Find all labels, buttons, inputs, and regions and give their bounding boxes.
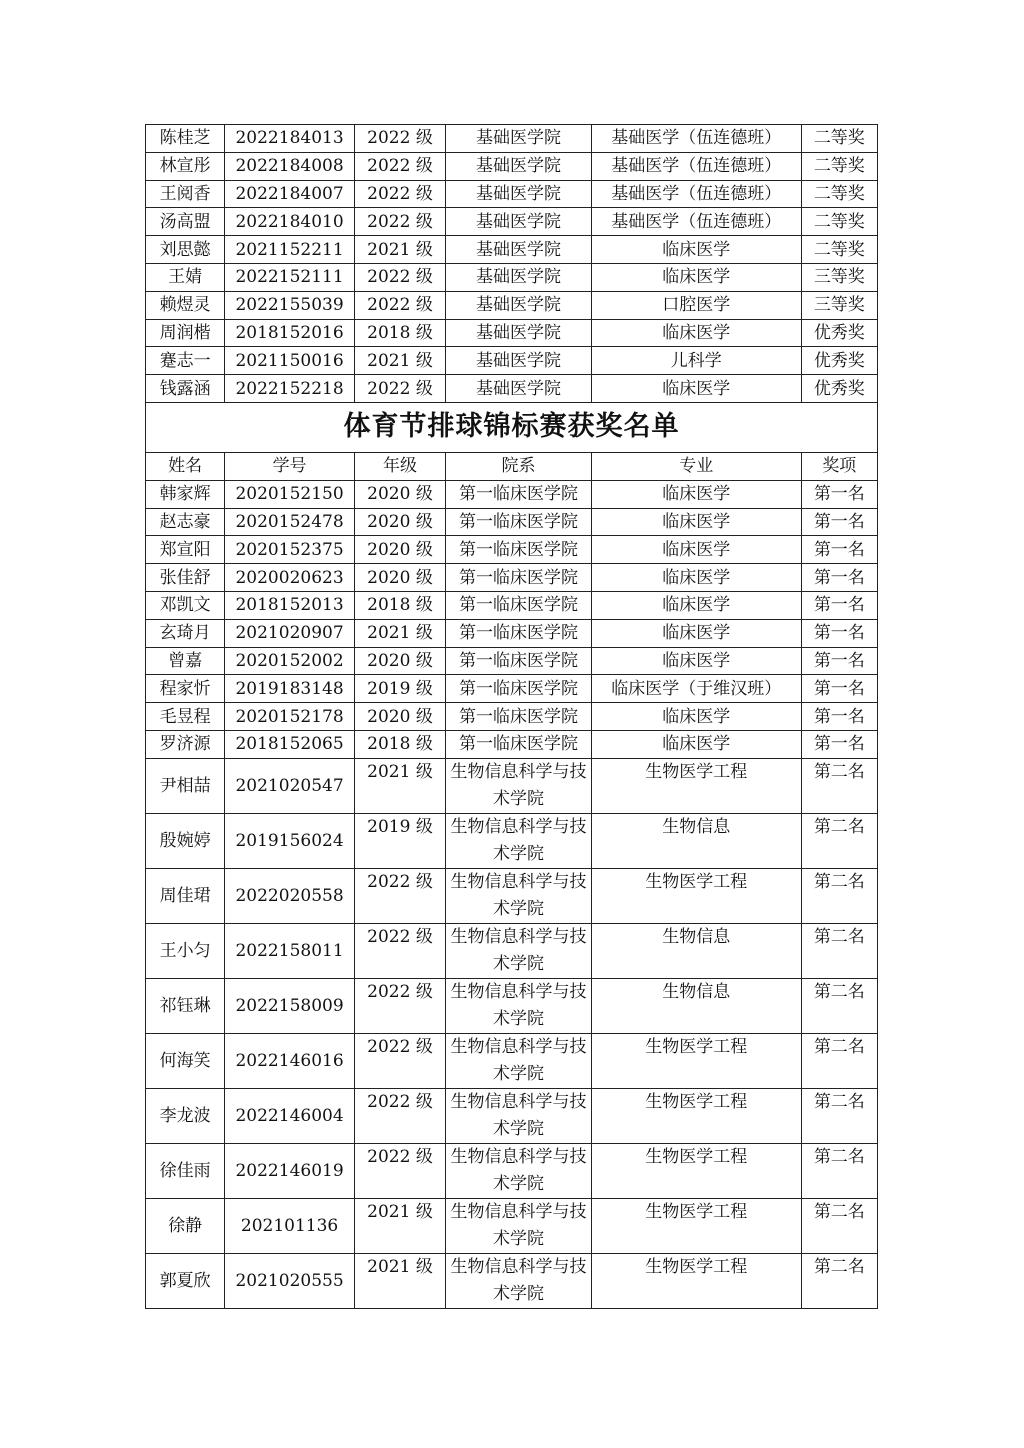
cell-id: 2022146019 — [225, 1143, 355, 1198]
cell-major: 临床医学 — [591, 619, 801, 647]
cell-award: 第二名 — [801, 923, 877, 978]
cell-college: 基础医学院 — [446, 208, 592, 236]
cell-major: 生物医学工程 — [591, 1033, 801, 1088]
cell-award: 第一名 — [801, 508, 877, 536]
cell-name: 钱露涵 — [146, 375, 225, 403]
header-id: 学号 — [225, 452, 355, 480]
cell-id: 2021020555 — [225, 1253, 355, 1308]
cell-major: 临床医学 — [591, 236, 801, 264]
cell-id: 2019183148 — [225, 675, 355, 703]
cell-college: 生物信息科学与技术学院 — [446, 813, 592, 868]
cell-award: 优秀奖 — [801, 347, 877, 375]
cell-award: 二等奖 — [801, 208, 877, 236]
cell-major: 临床医学 — [591, 263, 801, 291]
cell-college: 第一临床医学院 — [446, 480, 592, 508]
table-row — [146, 758, 878, 813]
cell-college: 基础医学院 — [446, 125, 592, 153]
cell-major: 临床医学 — [591, 647, 801, 675]
cell-grade: 2022 级 — [354, 978, 445, 1033]
cell-id: 2022020558 — [225, 868, 355, 923]
table-row — [146, 1198, 878, 1253]
table-row — [146, 1033, 878, 1088]
table-row — [146, 291, 878, 319]
table-row — [146, 978, 878, 1033]
cell-id: 202101136 — [225, 1198, 355, 1253]
cell-name: 陈桂芝 — [146, 125, 225, 153]
table-row — [146, 319, 878, 347]
table-row — [146, 508, 878, 536]
cell-major: 临床医学 — [591, 730, 801, 758]
cell-major: 临床医学 — [591, 564, 801, 592]
cell-name: 林宣彤 — [146, 152, 225, 180]
cell-name: 赵志豪 — [146, 508, 225, 536]
cell-award: 二等奖 — [801, 236, 877, 264]
cell-grade: 2022 级 — [354, 208, 445, 236]
cell-grade: 2022 级 — [354, 180, 445, 208]
cell-award: 第一名 — [801, 675, 877, 703]
table-row — [146, 675, 878, 703]
cell-award: 第一名 — [801, 730, 877, 758]
cell-major: 儿科学 — [591, 347, 801, 375]
cell-college: 基础医学院 — [446, 152, 592, 180]
cell-major: 临床医学 — [591, 319, 801, 347]
cell-college: 基础医学院 — [446, 236, 592, 264]
cell-grade: 2021 级 — [354, 1253, 445, 1308]
cell-award: 二等奖 — [801, 152, 877, 180]
cell-name: 曾嘉 — [146, 647, 225, 675]
header-row — [146, 452, 878, 480]
cell-name: 毛昱程 — [146, 703, 225, 731]
cell-college: 第一临床医学院 — [446, 675, 592, 703]
cell-id: 2022152218 — [225, 375, 355, 403]
cell-award: 二等奖 — [801, 125, 877, 153]
cell-major: 临床医学 — [591, 591, 801, 619]
cell-college: 生物信息科学与技术学院 — [446, 1253, 592, 1308]
cell-college: 基础医学院 — [446, 347, 592, 375]
header-major: 专业 — [591, 452, 801, 480]
cell-id: 2018152013 — [225, 591, 355, 619]
cell-id: 2021020547 — [225, 758, 355, 813]
cell-award: 第二名 — [801, 758, 877, 813]
cell-id: 2022158009 — [225, 978, 355, 1033]
cell-id: 2022155039 — [225, 291, 355, 319]
cell-name: 王婧 — [146, 263, 225, 291]
table-row — [146, 591, 878, 619]
cell-college: 生物信息科学与技术学院 — [446, 978, 592, 1033]
cell-award: 第二名 — [801, 1088, 877, 1143]
cell-award: 三等奖 — [801, 291, 877, 319]
cell-name: 玄琦月 — [146, 619, 225, 647]
cell-grade: 2022 级 — [354, 152, 445, 180]
cell-major: 基础医学（伍连德班） — [591, 125, 801, 153]
cell-grade: 2022 级 — [354, 125, 445, 153]
cell-grade: 2021 级 — [354, 1198, 445, 1253]
cell-grade: 2019 级 — [354, 813, 445, 868]
cell-college: 生物信息科学与技术学院 — [446, 1088, 592, 1143]
cell-name: 韩家辉 — [146, 480, 225, 508]
second-place-rows — [146, 758, 878, 1308]
cell-id: 2020152150 — [225, 480, 355, 508]
cell-grade: 2018 级 — [354, 319, 445, 347]
cell-award: 第一名 — [801, 591, 877, 619]
cell-name: 周润楷 — [146, 319, 225, 347]
table-row — [146, 480, 878, 508]
cell-major: 临床医学 — [591, 703, 801, 731]
cell-grade: 2020 级 — [354, 480, 445, 508]
cell-college: 第一临床医学院 — [446, 591, 592, 619]
cell-name: 张佳舒 — [146, 564, 225, 592]
cell-award: 优秀奖 — [801, 375, 877, 403]
cell-name: 蹇志一 — [146, 347, 225, 375]
cell-id: 2020020623 — [225, 564, 355, 592]
cell-college: 第一临床医学院 — [446, 647, 592, 675]
cell-grade: 2022 级 — [354, 923, 445, 978]
header-grade: 年级 — [354, 452, 445, 480]
cell-grade: 2018 级 — [354, 591, 445, 619]
cell-award: 第一名 — [801, 703, 877, 731]
cell-id: 2020152478 — [225, 508, 355, 536]
table-row — [146, 703, 878, 731]
table-row — [146, 208, 878, 236]
cell-name: 邓凯文 — [146, 591, 225, 619]
cell-name: 殷婉婷 — [146, 813, 225, 868]
cell-major: 生物信息 — [591, 813, 801, 868]
cell-name: 徐佳雨 — [146, 1143, 225, 1198]
cell-major: 生物医学工程 — [591, 1088, 801, 1143]
cell-major: 口腔医学 — [591, 291, 801, 319]
cell-id: 2022184010 — [225, 208, 355, 236]
cell-award: 第二名 — [801, 1143, 877, 1198]
cell-grade: 2020 级 — [354, 564, 445, 592]
cell-major: 临床医学（于维汉班） — [591, 675, 801, 703]
cell-grade: 2021 级 — [354, 619, 445, 647]
cell-college: 基础医学院 — [446, 180, 592, 208]
cell-id: 2021150016 — [225, 347, 355, 375]
cell-major: 临床医学 — [591, 375, 801, 403]
header-name: 姓名 — [146, 452, 225, 480]
cell-college: 第一临床医学院 — [446, 508, 592, 536]
cell-award: 优秀奖 — [801, 319, 877, 347]
cell-grade: 2020 级 — [354, 536, 445, 564]
cell-major: 生物医学工程 — [591, 1198, 801, 1253]
award-list-document — [145, 124, 878, 1309]
cell-grade: 2019 级 — [354, 675, 445, 703]
cell-id: 2022184008 — [225, 152, 355, 180]
cell-award: 第一名 — [801, 619, 877, 647]
cell-grade: 2020 级 — [354, 508, 445, 536]
cell-major: 生物信息 — [591, 978, 801, 1033]
cell-grade: 2020 级 — [354, 703, 445, 731]
table-row — [146, 923, 878, 978]
cell-major: 基础医学（伍连德班） — [591, 180, 801, 208]
cell-id: 2019156024 — [225, 813, 355, 868]
cell-id: 2022184013 — [225, 125, 355, 153]
table-row — [146, 1143, 878, 1198]
table-row — [146, 1253, 878, 1308]
basic-medicine-award-rows — [146, 125, 878, 403]
cell-name: 罗济源 — [146, 730, 225, 758]
table-row — [146, 263, 878, 291]
cell-name: 刘思懿 — [146, 236, 225, 264]
cell-grade: 2020 级 — [354, 647, 445, 675]
table-row — [146, 125, 878, 153]
cell-major: 临床医学 — [591, 508, 801, 536]
cell-name: 尹相喆 — [146, 758, 225, 813]
cell-college: 生物信息科学与技术学院 — [446, 758, 592, 813]
cell-college: 生物信息科学与技术学院 — [446, 1198, 592, 1253]
cell-grade: 2022 级 — [354, 291, 445, 319]
header-college: 院系 — [446, 452, 592, 480]
table-row — [146, 868, 878, 923]
table-row — [146, 647, 878, 675]
table-row — [146, 375, 878, 403]
cell-name: 李龙波 — [146, 1088, 225, 1143]
cell-college: 第一临床医学院 — [446, 619, 592, 647]
cell-award: 第二名 — [801, 813, 877, 868]
cell-name: 郑宣阳 — [146, 536, 225, 564]
cell-college: 第一临床医学院 — [446, 536, 592, 564]
cell-grade: 2018 级 — [354, 730, 445, 758]
cell-id: 2021152211 — [225, 236, 355, 264]
cell-name: 王小匀 — [146, 923, 225, 978]
cell-id: 2020152002 — [225, 647, 355, 675]
cell-award: 第一名 — [801, 564, 877, 592]
first-place-rows — [146, 480, 878, 758]
cell-college: 第一临床医学院 — [446, 703, 592, 731]
cell-college: 基础医学院 — [446, 319, 592, 347]
cell-id: 2022158011 — [225, 923, 355, 978]
cell-name: 徐静 — [146, 1198, 225, 1253]
cell-id: 2022146016 — [225, 1033, 355, 1088]
header-award: 奖项 — [801, 452, 877, 480]
cell-major: 生物医学工程 — [591, 868, 801, 923]
cell-grade: 2022 级 — [354, 1088, 445, 1143]
cell-id: 2018152016 — [225, 319, 355, 347]
cell-college: 生物信息科学与技术学院 — [446, 923, 592, 978]
cell-grade: 2022 级 — [354, 868, 445, 923]
cell-grade: 2021 级 — [354, 758, 445, 813]
cell-name: 汤高盟 — [146, 208, 225, 236]
cell-award: 三等奖 — [801, 263, 877, 291]
cell-award: 第二名 — [801, 868, 877, 923]
cell-award: 第二名 — [801, 1033, 877, 1088]
cell-college: 基础医学院 — [446, 375, 592, 403]
cell-major: 生物信息 — [591, 923, 801, 978]
cell-id: 2022152111 — [225, 263, 355, 291]
cell-award: 第一名 — [801, 480, 877, 508]
cell-id: 2020152375 — [225, 536, 355, 564]
cell-grade: 2022 级 — [354, 375, 445, 403]
table-row — [146, 619, 878, 647]
cell-name: 祁钰琳 — [146, 978, 225, 1033]
cell-award: 第一名 — [801, 647, 877, 675]
table-row — [146, 152, 878, 180]
cell-award: 第一名 — [801, 536, 877, 564]
cell-id: 2022184007 — [225, 180, 355, 208]
table-row — [146, 813, 878, 868]
cell-college: 基础医学院 — [446, 291, 592, 319]
table-row — [146, 1088, 878, 1143]
table-row — [146, 536, 878, 564]
cell-major: 临床医学 — [591, 536, 801, 564]
cell-id: 2020152178 — [225, 703, 355, 731]
cell-grade: 2022 级 — [354, 1143, 445, 1198]
cell-college: 第一临床医学院 — [446, 564, 592, 592]
cell-name: 郭夏欣 — [146, 1253, 225, 1308]
table-row — [146, 236, 878, 264]
cell-grade: 2021 级 — [354, 347, 445, 375]
table-row — [146, 347, 878, 375]
cell-college: 生物信息科学与技术学院 — [446, 1033, 592, 1088]
cell-name: 赖煜灵 — [146, 291, 225, 319]
cell-name: 王阅香 — [146, 180, 225, 208]
cell-id: 2018152065 — [225, 730, 355, 758]
table-row — [146, 564, 878, 592]
cell-id: 2021020907 — [225, 619, 355, 647]
cell-grade: 2022 级 — [354, 1033, 445, 1088]
cell-major: 基础医学（伍连德班） — [591, 208, 801, 236]
cell-major: 临床医学 — [591, 480, 801, 508]
cell-award: 第二名 — [801, 1253, 877, 1308]
cell-college: 生物信息科学与技术学院 — [446, 1143, 592, 1198]
cell-college: 第一临床医学院 — [446, 730, 592, 758]
table-row — [146, 730, 878, 758]
cell-grade: 2021 级 — [354, 236, 445, 264]
cell-name: 程家忻 — [146, 675, 225, 703]
cell-award: 二等奖 — [801, 180, 877, 208]
cell-id: 2022146004 — [225, 1088, 355, 1143]
cell-college: 生物信息科学与技术学院 — [446, 868, 592, 923]
table-row — [146, 180, 878, 208]
cell-award: 第二名 — [801, 1198, 877, 1253]
cell-grade: 2022 级 — [354, 263, 445, 291]
cell-major: 生物医学工程 — [591, 1143, 801, 1198]
cell-major: 生物医学工程 — [591, 758, 801, 813]
cell-name: 周佳珺 — [146, 868, 225, 923]
volleyball-section — [146, 402, 878, 480]
award-table — [145, 124, 878, 1309]
cell-name: 何海笑 — [146, 1033, 225, 1088]
section-title: 体育节排球锦标赛获奖名单 — [146, 402, 878, 452]
cell-award: 第二名 — [801, 978, 877, 1033]
cell-major: 生物医学工程 — [591, 1253, 801, 1308]
cell-major: 基础医学（伍连德班） — [591, 152, 801, 180]
cell-college: 基础医学院 — [446, 263, 592, 291]
